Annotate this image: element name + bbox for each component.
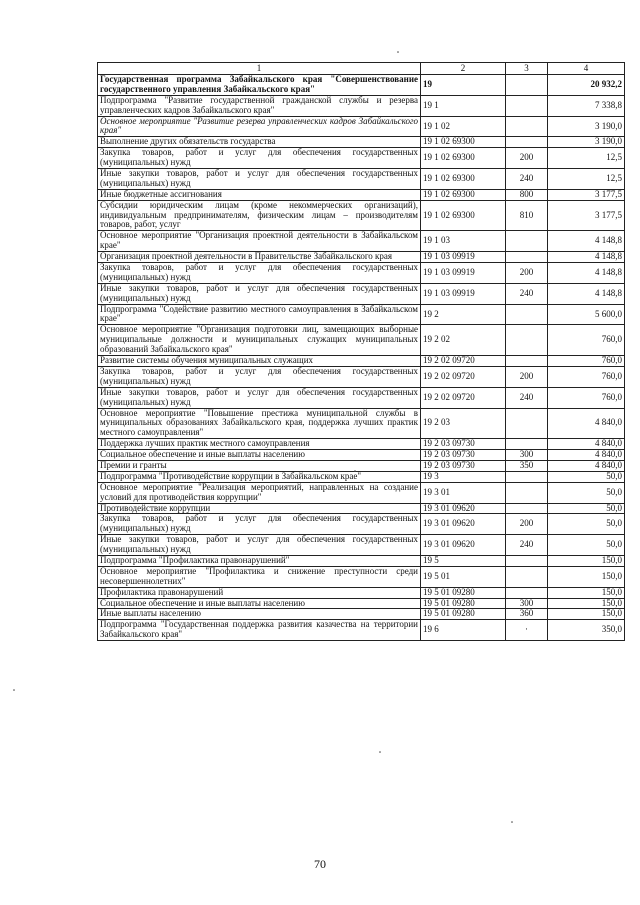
row-expense-type-cell [506, 471, 548, 482]
row-expense-type-cell [506, 75, 548, 96]
row-code-cell: 19 2 03 [421, 408, 506, 439]
row-name-cell: Иные бюджетные ассигнования [98, 189, 421, 200]
row-amount-cell: 760,0 [548, 387, 625, 408]
row-expense-type-cell [506, 503, 548, 514]
row-expense-type-cell [506, 137, 548, 148]
row-amount-cell: 4 148,8 [548, 252, 625, 263]
row-expense-type-cell [506, 482, 548, 503]
table-row [98, 252, 625, 263]
row-expense-type-cell: 200 [506, 263, 548, 284]
row-expense-type-cell: 300 [506, 450, 548, 461]
table-row [98, 587, 625, 598]
row-code-cell: 19 5 01 09280 [421, 609, 506, 620]
row-code-cell: 19 5 01 09280 [421, 587, 506, 598]
row-expense-type-cell [506, 566, 548, 587]
row-amount-cell: 50,0 [548, 482, 625, 503]
row-name-cell: Иные закупки товаров, работ и услуг для обеспечения государственных (муниципальных) нужд [98, 535, 421, 556]
row-amount-cell: 4 840,0 [548, 460, 625, 471]
table-row [98, 95, 625, 116]
row-expense-type-cell: 240 [506, 535, 548, 556]
row-name-cell: Основное мероприятие "Повышение престижа муниципальной службы в муниципальных образованиях Забайкальского края, поддержка лучших практик местного самоуправления" [98, 408, 421, 439]
row-code-cell: 19 1 02 69300 [421, 169, 506, 190]
row-name-cell: Подпрограмма "Развитие государственной гражданской службы и резерва управленческих кадров Забайкальского края" [98, 95, 421, 116]
row-name-cell: Основное мероприятие "Организация проектной деятельности в Забайкальском крае" [98, 231, 421, 252]
table-row [98, 263, 625, 284]
row-expense-type-cell [506, 325, 548, 356]
row-code-cell: 19 3 [421, 471, 506, 482]
row-code-cell: 19 1 02 69300 [421, 200, 506, 231]
row-expense-type-cell: 300 [506, 598, 548, 609]
table-row [98, 609, 625, 620]
scan-speck [511, 821, 513, 823]
row-code-cell: 19 2 02 [421, 325, 506, 356]
header-col-1: 1 [98, 63, 421, 75]
row-code-cell: 19 3 01 09620 [421, 514, 506, 535]
row-name-cell: Закупка товаров, работ и услуг для обеспечения государственных (муниципальных) нужд [98, 263, 421, 284]
scan-speck [379, 751, 381, 753]
row-code-cell: 19 3 01 09620 [421, 535, 506, 556]
row-expense-type-cell: 800 [506, 189, 548, 200]
table-row [98, 325, 625, 356]
table-row [98, 356, 625, 367]
row-name-cell: Закупка товаров, работ и услуг для обеспечения государственных (муниципальных) нужд [98, 514, 421, 535]
row-amount-cell: 12,5 [548, 169, 625, 190]
row-amount-cell: 350,0 [548, 620, 625, 641]
row-amount-cell: 4 840,0 [548, 450, 625, 461]
row-code-cell: 19 1 03 09919 [421, 252, 506, 263]
row-expense-type-cell: 200 [506, 148, 548, 169]
row-code-cell: 19 2 [421, 304, 506, 325]
row-amount-cell: 3 177,5 [548, 189, 625, 200]
row-name-cell: Подпрограмма "Профилактика правонарушений" [98, 555, 421, 566]
row-name-cell: Поддержка лучших практик местного самоуправления [98, 439, 421, 450]
table-row [98, 169, 625, 190]
row-amount-cell: 150,0 [548, 566, 625, 587]
table-row [98, 598, 625, 609]
table-header-row [98, 63, 625, 75]
row-name-cell: Государственная программа Забайкальского края "Совершенствование государственного управления Забайкальского края" [98, 75, 421, 96]
row-name-cell: Подпрограмма "Государственная поддержка развития казачества на территории Забайкальского края" [98, 620, 421, 641]
row-expense-type-cell [506, 231, 548, 252]
row-amount-cell: 150,0 [548, 555, 625, 566]
table-row [98, 460, 625, 471]
page-number: 70 [314, 857, 326, 871]
row-expense-type-cell: 360 [506, 609, 548, 620]
row-code-cell: 19 1 [421, 95, 506, 116]
row-name-cell: Иные закупки товаров, работ и услуг для обеспечения государственных (муниципальных) нужд [98, 387, 421, 408]
row-code-cell: 19 2 02 09720 [421, 387, 506, 408]
row-amount-cell: 50,0 [548, 535, 625, 556]
row-name-cell: Подпрограмма "Содействие развитию местного самоуправления в Забайкальском крае" [98, 304, 421, 325]
row-amount-cell: 760,0 [548, 366, 625, 387]
row-amount-cell: 760,0 [548, 325, 625, 356]
row-code-cell: 19 1 02 69300 [421, 137, 506, 148]
row-name-cell: Основное мероприятие "Реализация мероприятий, направленных на создание условий для противодействия коррупции" [98, 482, 421, 503]
row-name-cell: Премии и гранты [98, 460, 421, 471]
row-amount-cell: 3 177,5 [548, 200, 625, 231]
row-code-cell: 19 6 [421, 620, 506, 641]
row-expense-type-cell: 350 [506, 460, 548, 471]
row-code-cell: 19 5 [421, 555, 506, 566]
table-row [98, 566, 625, 587]
table-row [98, 555, 625, 566]
row-expense-type-cell [506, 304, 548, 325]
row-amount-cell: 150,0 [548, 598, 625, 609]
row-expense-type-cell [506, 587, 548, 598]
row-code-cell: 19 1 02 [421, 116, 506, 137]
row-name-cell: Закупка товаров, работ и услуг для обеспечения государственных (муниципальных) нужд [98, 148, 421, 169]
table-row [98, 450, 625, 461]
row-expense-type-cell: 200 [506, 514, 548, 535]
row-expense-type-cell [506, 408, 548, 439]
table-row [98, 387, 625, 408]
row-code-cell: 19 [421, 75, 506, 96]
row-code-cell: 19 2 03 09730 [421, 450, 506, 461]
row-amount-cell: 50,0 [548, 503, 625, 514]
row-code-cell: 19 5 01 [421, 566, 506, 587]
row-expense-type-cell [506, 95, 548, 116]
row-amount-cell: 4 148,8 [548, 263, 625, 284]
table-row [98, 366, 625, 387]
row-amount-cell: 4 148,8 [548, 283, 625, 304]
row-expense-type-cell: 200 [506, 366, 548, 387]
row-amount-cell: 150,0 [548, 609, 625, 620]
table-body [98, 63, 625, 641]
row-code-cell: 19 2 02 09720 [421, 366, 506, 387]
row-name-cell: Иные закупки товаров, работ и услуг для обеспечения государственных (муниципальных) нужд [98, 169, 421, 190]
row-amount-cell: 5 600,0 [548, 304, 625, 325]
row-code-cell: 19 1 03 09919 [421, 263, 506, 284]
row-code-cell: 19 1 03 09919 [421, 283, 506, 304]
table-row [98, 231, 625, 252]
header-col-2: 2 [421, 63, 506, 75]
header-col-3: 3 [506, 63, 548, 75]
row-amount-cell: 3 190,0 [548, 137, 625, 148]
header-col-4: 4 [548, 63, 625, 75]
row-name-cell: Субсидии юридическим лицам (кроме некоммерческих организаций), индивидуальным предпринимателям, физическим лицам – производителям товаров, работ, услуг [98, 200, 421, 231]
table-row [98, 189, 625, 200]
row-expense-type-cell: · [506, 620, 548, 641]
row-code-cell: 19 5 01 09280 [421, 598, 506, 609]
table-row [98, 535, 625, 556]
table-row [98, 283, 625, 304]
row-amount-cell: 3 190,0 [548, 116, 625, 137]
table-row [98, 482, 625, 503]
row-name-cell: Иные закупки товаров, работ и услуг для обеспечения государственных (муниципальных) нужд [98, 283, 421, 304]
row-amount-cell: 7 338,8 [548, 95, 625, 116]
scan-speck [13, 689, 15, 691]
row-expense-type-cell [506, 356, 548, 367]
row-code-cell: 19 3 01 [421, 482, 506, 503]
row-code-cell: 19 1 02 69300 [421, 189, 506, 200]
table-row [98, 137, 625, 148]
row-amount-cell: 50,0 [548, 471, 625, 482]
budget-table [97, 62, 625, 641]
row-expense-type-cell: 240 [506, 283, 548, 304]
table-row [98, 503, 625, 514]
row-code-cell: 19 2 03 09730 [421, 460, 506, 471]
row-name-cell: Основное мероприятие "Развитие резерва управленческих кадров Забайкальского края" [98, 116, 421, 137]
row-name-cell: Организация проектной деятельности в Правительстве Забайкальского края [98, 252, 421, 263]
row-name-cell: Закупка товаров, работ и услуг для обеспечения государственных (муниципальных) нужд [98, 366, 421, 387]
table-row [98, 75, 625, 96]
table-row [98, 304, 625, 325]
table-row [98, 620, 625, 641]
row-amount-cell: 12,5 [548, 148, 625, 169]
row-expense-type-cell [506, 252, 548, 263]
table-row [98, 200, 625, 231]
row-amount-cell: 20 932,2 [548, 75, 625, 96]
table-row [98, 148, 625, 169]
table-row [98, 471, 625, 482]
row-name-cell: Основное мероприятие "Профилактика и снижение преступности среди несовершеннолетних" [98, 566, 421, 587]
row-name-cell: Подпрограмма "Противодействие коррупции в Забайкальском крае" [98, 471, 421, 482]
row-amount-cell: 150,0 [548, 587, 625, 598]
scan-speck [397, 51, 399, 53]
row-expense-type-cell [506, 439, 548, 450]
row-name-cell: Социальное обеспечение и иные выплаты населению [98, 598, 421, 609]
row-expense-type-cell: 240 [506, 169, 548, 190]
row-amount-cell: 50,0 [548, 514, 625, 535]
row-name-cell: Развитие системы обучения муниципальных служащих [98, 356, 421, 367]
row-code-cell: 19 1 02 69300 [421, 148, 506, 169]
row-name-cell: Противодействие коррупции [98, 503, 421, 514]
row-code-cell: 19 2 02 09720 [421, 356, 506, 367]
table-row [98, 514, 625, 535]
row-amount-cell: 760,0 [548, 356, 625, 367]
row-name-cell: Профилактика правонарушений [98, 587, 421, 598]
row-code-cell: 19 2 03 09730 [421, 439, 506, 450]
row-expense-type-cell: 810 [506, 200, 548, 231]
row-name-cell: Социальное обеспечение и иные выплаты населению [98, 450, 421, 461]
table-row [98, 408, 625, 439]
table-row [98, 439, 625, 450]
row-expense-type-cell [506, 116, 548, 137]
row-code-cell: 19 1 03 [421, 231, 506, 252]
row-amount-cell: 4 840,0 [548, 439, 625, 450]
row-expense-type-cell [506, 555, 548, 566]
row-amount-cell: 4 148,8 [548, 231, 625, 252]
table-row [98, 116, 625, 137]
row-code-cell: 19 3 01 09620 [421, 503, 506, 514]
row-name-cell: Основное мероприятие "Организация подготовки лиц, замещающих выборные муниципальные должности и муниципальных служащих муниципальных образований Забайкальского края" [98, 325, 421, 356]
row-amount-cell: 4 840,0 [548, 408, 625, 439]
row-expense-type-cell: 240 [506, 387, 548, 408]
row-name-cell: Иные выплаты населению [98, 609, 421, 620]
row-name-cell: Выполнение других обязательств государства [98, 137, 421, 148]
